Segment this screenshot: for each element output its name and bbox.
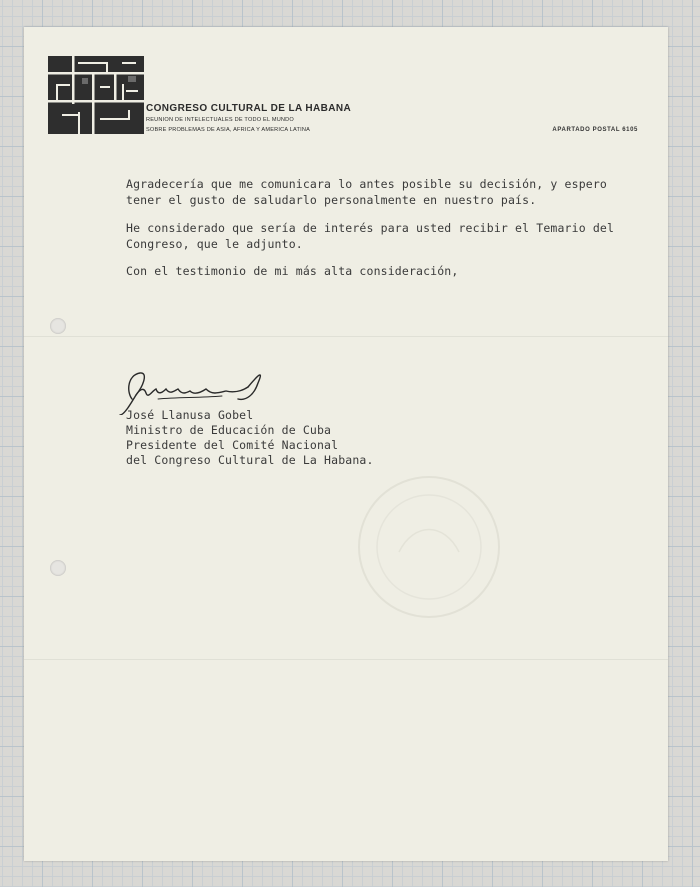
fold-line [24, 336, 668, 337]
text-line: Congreso, que le adjunto. [126, 237, 303, 251]
text-line: He considerado que sería de interés para usted recibir el Temario del [126, 221, 615, 235]
punch-hole [50, 560, 66, 576]
signatory-title: del Congreso Cultural de La Habana. [126, 453, 374, 467]
closing-line: Con el testimonio de mi más alta consideración, [126, 264, 459, 278]
po-box: APARTADO POSTAL 6105 [552, 127, 638, 133]
congress-logo-icon [48, 56, 144, 134]
fold-line [24, 659, 668, 660]
letterhead-subtitle: REUNION DE INTELECTUALES DE TODO EL MUNDO [146, 117, 294, 123]
letter-page [24, 27, 668, 861]
embossed-seal-icon [354, 472, 504, 622]
signatory-name: José Llanusa Gobel [126, 408, 254, 422]
signatory-title: Presidente del Comité Nacional [126, 438, 339, 452]
signatory-title: Ministro de Educación de Cuba [126, 423, 332, 437]
letterhead-subtitle: SOBRE PROBLEMAS DE ASIA, AFRICA Y AMERICA LATINA [146, 127, 311, 133]
punch-hole [50, 318, 66, 334]
text-line: tener el gusto de saludarlo personalmente en nuestro país. [126, 193, 537, 207]
signature-block [126, 408, 374, 468]
organization-name: CONGRESO CULTURAL DE LA HABANA [146, 103, 352, 114]
text-line: Agradecería que me comunicara lo antes posible su decisión, y espero [126, 177, 608, 191]
paragraph-temario [126, 220, 614, 252]
paragraph-decision [126, 176, 607, 208]
letterhead-text [146, 103, 351, 135]
